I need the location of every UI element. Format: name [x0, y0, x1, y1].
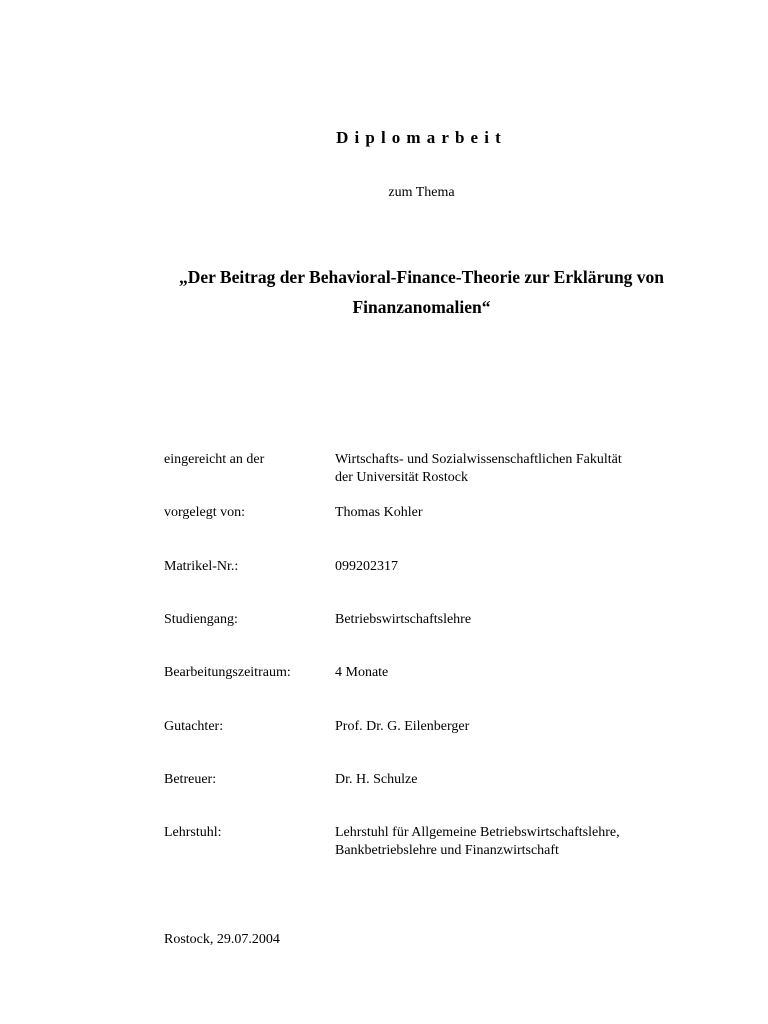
detail-label: vorgelegt von:: [164, 505, 246, 520]
detail-value-line: der Universität Rostock: [335, 470, 468, 485]
detail-label: Betreuer:: [164, 772, 217, 787]
detail-label: Matrikel-Nr.:: [164, 559, 239, 574]
detail-value-line: Bankbetriebslehre und Finanzwirtschaft: [335, 843, 559, 858]
detail-value: Prof. Dr. G. Eilenberger: [335, 719, 470, 734]
document-subtitle: zum Thema: [388, 185, 455, 200]
detail-label: eingereicht an der: [164, 452, 265, 467]
detail-value: 4 Monate: [335, 665, 389, 680]
detail-label: Gutachter:: [164, 719, 224, 734]
detail-label: Lehrstuhl:: [164, 825, 222, 840]
detail-value: Thomas Kohler: [335, 505, 423, 520]
place-and-date: Rostock, 29.07.2004: [164, 932, 280, 947]
detail-label: Bearbeitungszeitraum:: [164, 665, 291, 680]
document-type-heading: Diplomarbeit: [336, 128, 507, 147]
detail-value: 099202317: [335, 559, 398, 574]
detail-value: [335, 824, 725, 860]
detail-value-line: Wirtschafts- und Sozialwissenschaftlichen Fakultät: [335, 452, 622, 467]
detail-value-line: Lehrstuhl für Allgemeine Betriebswirtschaftslehre,: [335, 825, 620, 840]
detail-value: Dr. H. Schulze: [335, 772, 418, 787]
thesis-title: „Der Beitrag der Behavioral-Finance-Theorie zur Erklärung von Finanzanomalien“: [178, 267, 665, 317]
detail-value: Betriebswirtschaftslehre: [335, 612, 472, 627]
detail-value: [335, 451, 725, 487]
detail-label: Studiengang:: [164, 612, 238, 627]
